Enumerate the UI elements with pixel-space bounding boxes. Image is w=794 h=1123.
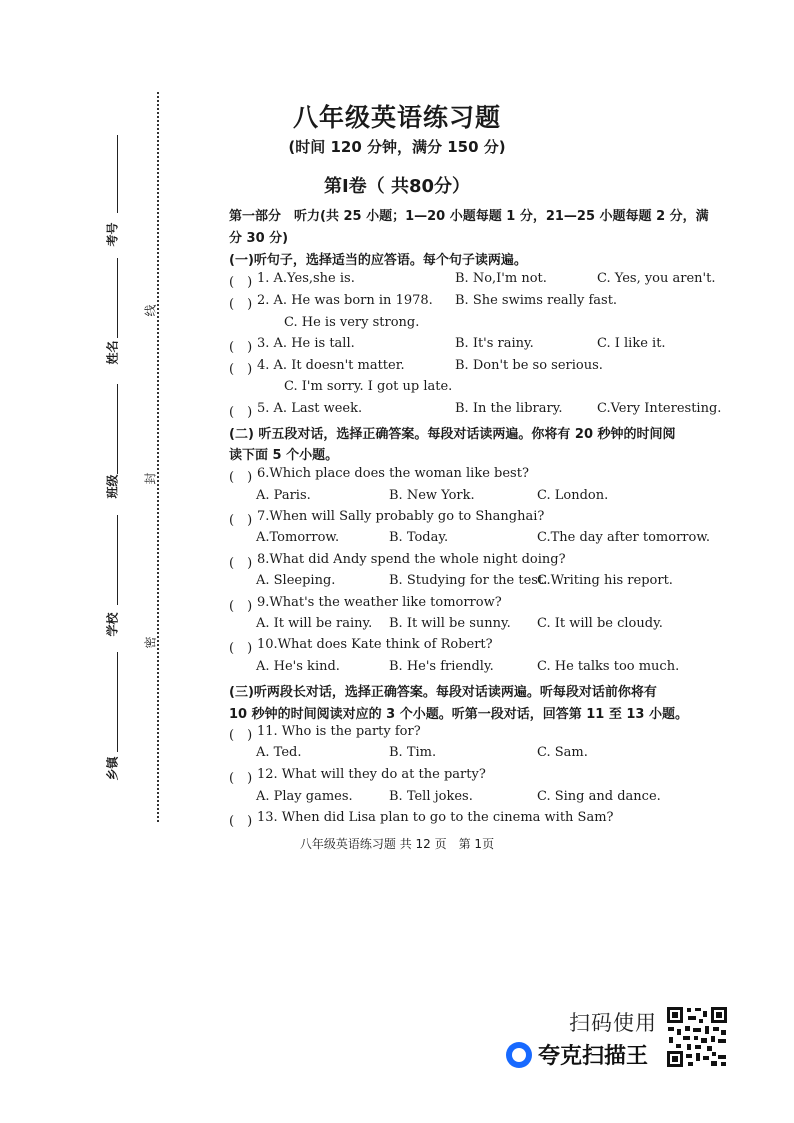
q12-option-b: B. Tell jokes. — [389, 789, 473, 804]
answer-bracket[interactable]: ( ) — [229, 405, 253, 420]
answer-bracket[interactable]: ( ) — [229, 814, 253, 829]
answer-bracket[interactable]: ( ) — [229, 556, 253, 571]
seal-char-xian: 线 — [143, 304, 158, 317]
q1-option-c: C. Yes, you aren't. — [597, 271, 716, 286]
answer-bracket[interactable]: ( ) — [229, 297, 253, 312]
scanner-brand — [506, 1039, 648, 1070]
answer-bracket[interactable]: ( ) — [229, 340, 253, 355]
exam-subtitle: (时间 120 分钟，满分 150 分) — [288, 138, 506, 156]
name-blank — [117, 258, 118, 338]
answer-bracket[interactable]: ( ) — [229, 599, 253, 614]
q1-stem: 1. A.Yes,she is. — [257, 271, 355, 286]
q11-option-b: B. Tim. — [389, 745, 437, 760]
q7-option-a: A.Tomorrow. — [256, 530, 340, 545]
page-footer: 八年级英语练习题 共 12 页 第 1页 — [299, 837, 495, 851]
answer-bracket[interactable]: ( ) — [229, 362, 253, 377]
part1-heading: 第一部分 听力(共 25 小题；1—20 小题每题 1 分，21—25 小题每题 2 分，满 — [229, 209, 709, 224]
section2-instruction: (二) 听五段对话，选择正确答案。每段对话读两遍。你将有 20 秒钟的时间阅 — [229, 427, 676, 442]
q4-option-c: C. I'm sorry. I got up late. — [284, 379, 453, 394]
part1-heading-cont: 分 30 分) — [229, 231, 289, 246]
q2-option-c: C. He is very strong. — [284, 315, 420, 330]
q11-option-a: A. Ted. — [256, 745, 302, 760]
q6-option-c: C. London. — [537, 488, 609, 503]
town-label: 乡镇 — [105, 756, 120, 781]
q7-stem: 7.When will Sally probably go to Shanghai? — [257, 509, 545, 524]
section1-instruction: (一)听句子，选择适当的应答语。每个句子读两遍。 — [229, 253, 527, 268]
answer-bracket[interactable]: ( ) — [229, 513, 253, 528]
answer-bracket[interactable]: ( ) — [229, 641, 253, 656]
section3-instruction-cont: 10 秒钟的时间阅读对应的 3 个小题。听第一段对话，回答第 11 至 13 小题。 — [229, 707, 688, 722]
section2-instruction-cont: 读下面 5 个小题。 — [229, 448, 339, 463]
q11-stem: 11. Who is the party for? — [257, 724, 421, 739]
q7-option-b: B. Today. — [389, 530, 449, 545]
answer-bracket[interactable]: ( ) — [229, 275, 253, 290]
q12-option-c: C. Sing and dance. — [537, 789, 661, 804]
q2-stem: 2. A. He was born in 1978. — [257, 293, 433, 308]
q9-option-b: B. It will be sunny. — [389, 616, 511, 631]
answer-bracket[interactable]: ( ) — [229, 728, 253, 743]
q12-option-a: A. Play games. — [256, 789, 353, 804]
q10-option-a: A. He's kind. — [256, 659, 340, 674]
class-label: 班级 — [105, 474, 120, 499]
section3-instruction: (三)听两段长对话，选择正确答案。每段对话读两遍。听每段对话前你将有 — [229, 685, 657, 700]
q13-stem: 13. When did Lisa plan to go to the cinema with Sam? — [257, 810, 614, 825]
q4-option-b: B. Don't be so serious. — [455, 358, 603, 373]
town-blank — [117, 652, 118, 752]
q3-option-b: B. It's rainy. — [455, 336, 534, 351]
q6-stem: 6.Which place does the woman like best? — [257, 466, 529, 481]
q5-option-c: C.Very Interesting. — [597, 401, 722, 416]
q8-stem: 8.What did Andy spend the whole night doing? — [257, 552, 566, 567]
q10-option-c: C. He talks too much. — [537, 659, 680, 674]
q1-option-b: B. No,I'm not. — [455, 271, 547, 286]
quark-logo-icon — [506, 1042, 532, 1068]
seal-char-feng: 封 — [143, 472, 158, 485]
q8-option-b: B. Studying for the test. — [389, 573, 548, 588]
q3-stem: 3. A. He is tall. — [257, 336, 355, 351]
answer-bracket[interactable]: ( ) — [229, 470, 253, 485]
q9-option-c: C. It will be cloudy. — [537, 616, 663, 631]
answer-bracket[interactable]: ( ) — [229, 771, 253, 786]
q9-option-a: A. It will be rainy. — [256, 616, 373, 631]
volume-heading: 第Ⅰ卷（ 共80分） — [323, 176, 470, 197]
q5-option-b: B. In the library. — [455, 401, 563, 416]
exam-title: 八年级英语练习题 — [292, 103, 501, 132]
q8-option-a: A. Sleeping. — [256, 573, 336, 588]
qr-code-icon[interactable] — [666, 1006, 728, 1068]
name-label: 姓名 — [105, 340, 120, 365]
seal-dotted-line — [157, 92, 159, 822]
q7-option-c: C.The day after tomorrow. — [537, 530, 711, 545]
brand-name: 夸克扫描王 — [538, 1044, 649, 1069]
school-label: 学校 — [105, 612, 120, 637]
seal-char-mi: 密 — [143, 636, 158, 649]
scan-to-use-text: 扫码使用 — [569, 1011, 657, 1035]
q8-option-c: C.Writing his report. — [537, 573, 673, 588]
q5-stem: 5. A. Last week. — [257, 401, 363, 416]
school-blank — [117, 515, 118, 605]
q2-option-b: B. She swims really fast. — [455, 293, 618, 308]
exam-no-label: 考号 — [105, 222, 120, 247]
q11-option-c: C. Sam. — [537, 745, 588, 760]
q6-option-a: A. Paris. — [256, 488, 311, 503]
q6-option-b: B. New York. — [389, 488, 475, 503]
q9-stem: 9.What's the weather like tomorrow? — [257, 595, 502, 610]
q4-stem: 4. A. It doesn't matter. — [257, 358, 405, 373]
q12-stem: 12. What will they do at the party? — [257, 767, 486, 782]
q3-option-c: C. I like it. — [597, 336, 666, 351]
q10-stem: 10.What does Kate think of Robert? — [257, 637, 493, 652]
q10-option-b: B. He's friendly. — [389, 659, 494, 674]
class-blank — [117, 384, 118, 474]
